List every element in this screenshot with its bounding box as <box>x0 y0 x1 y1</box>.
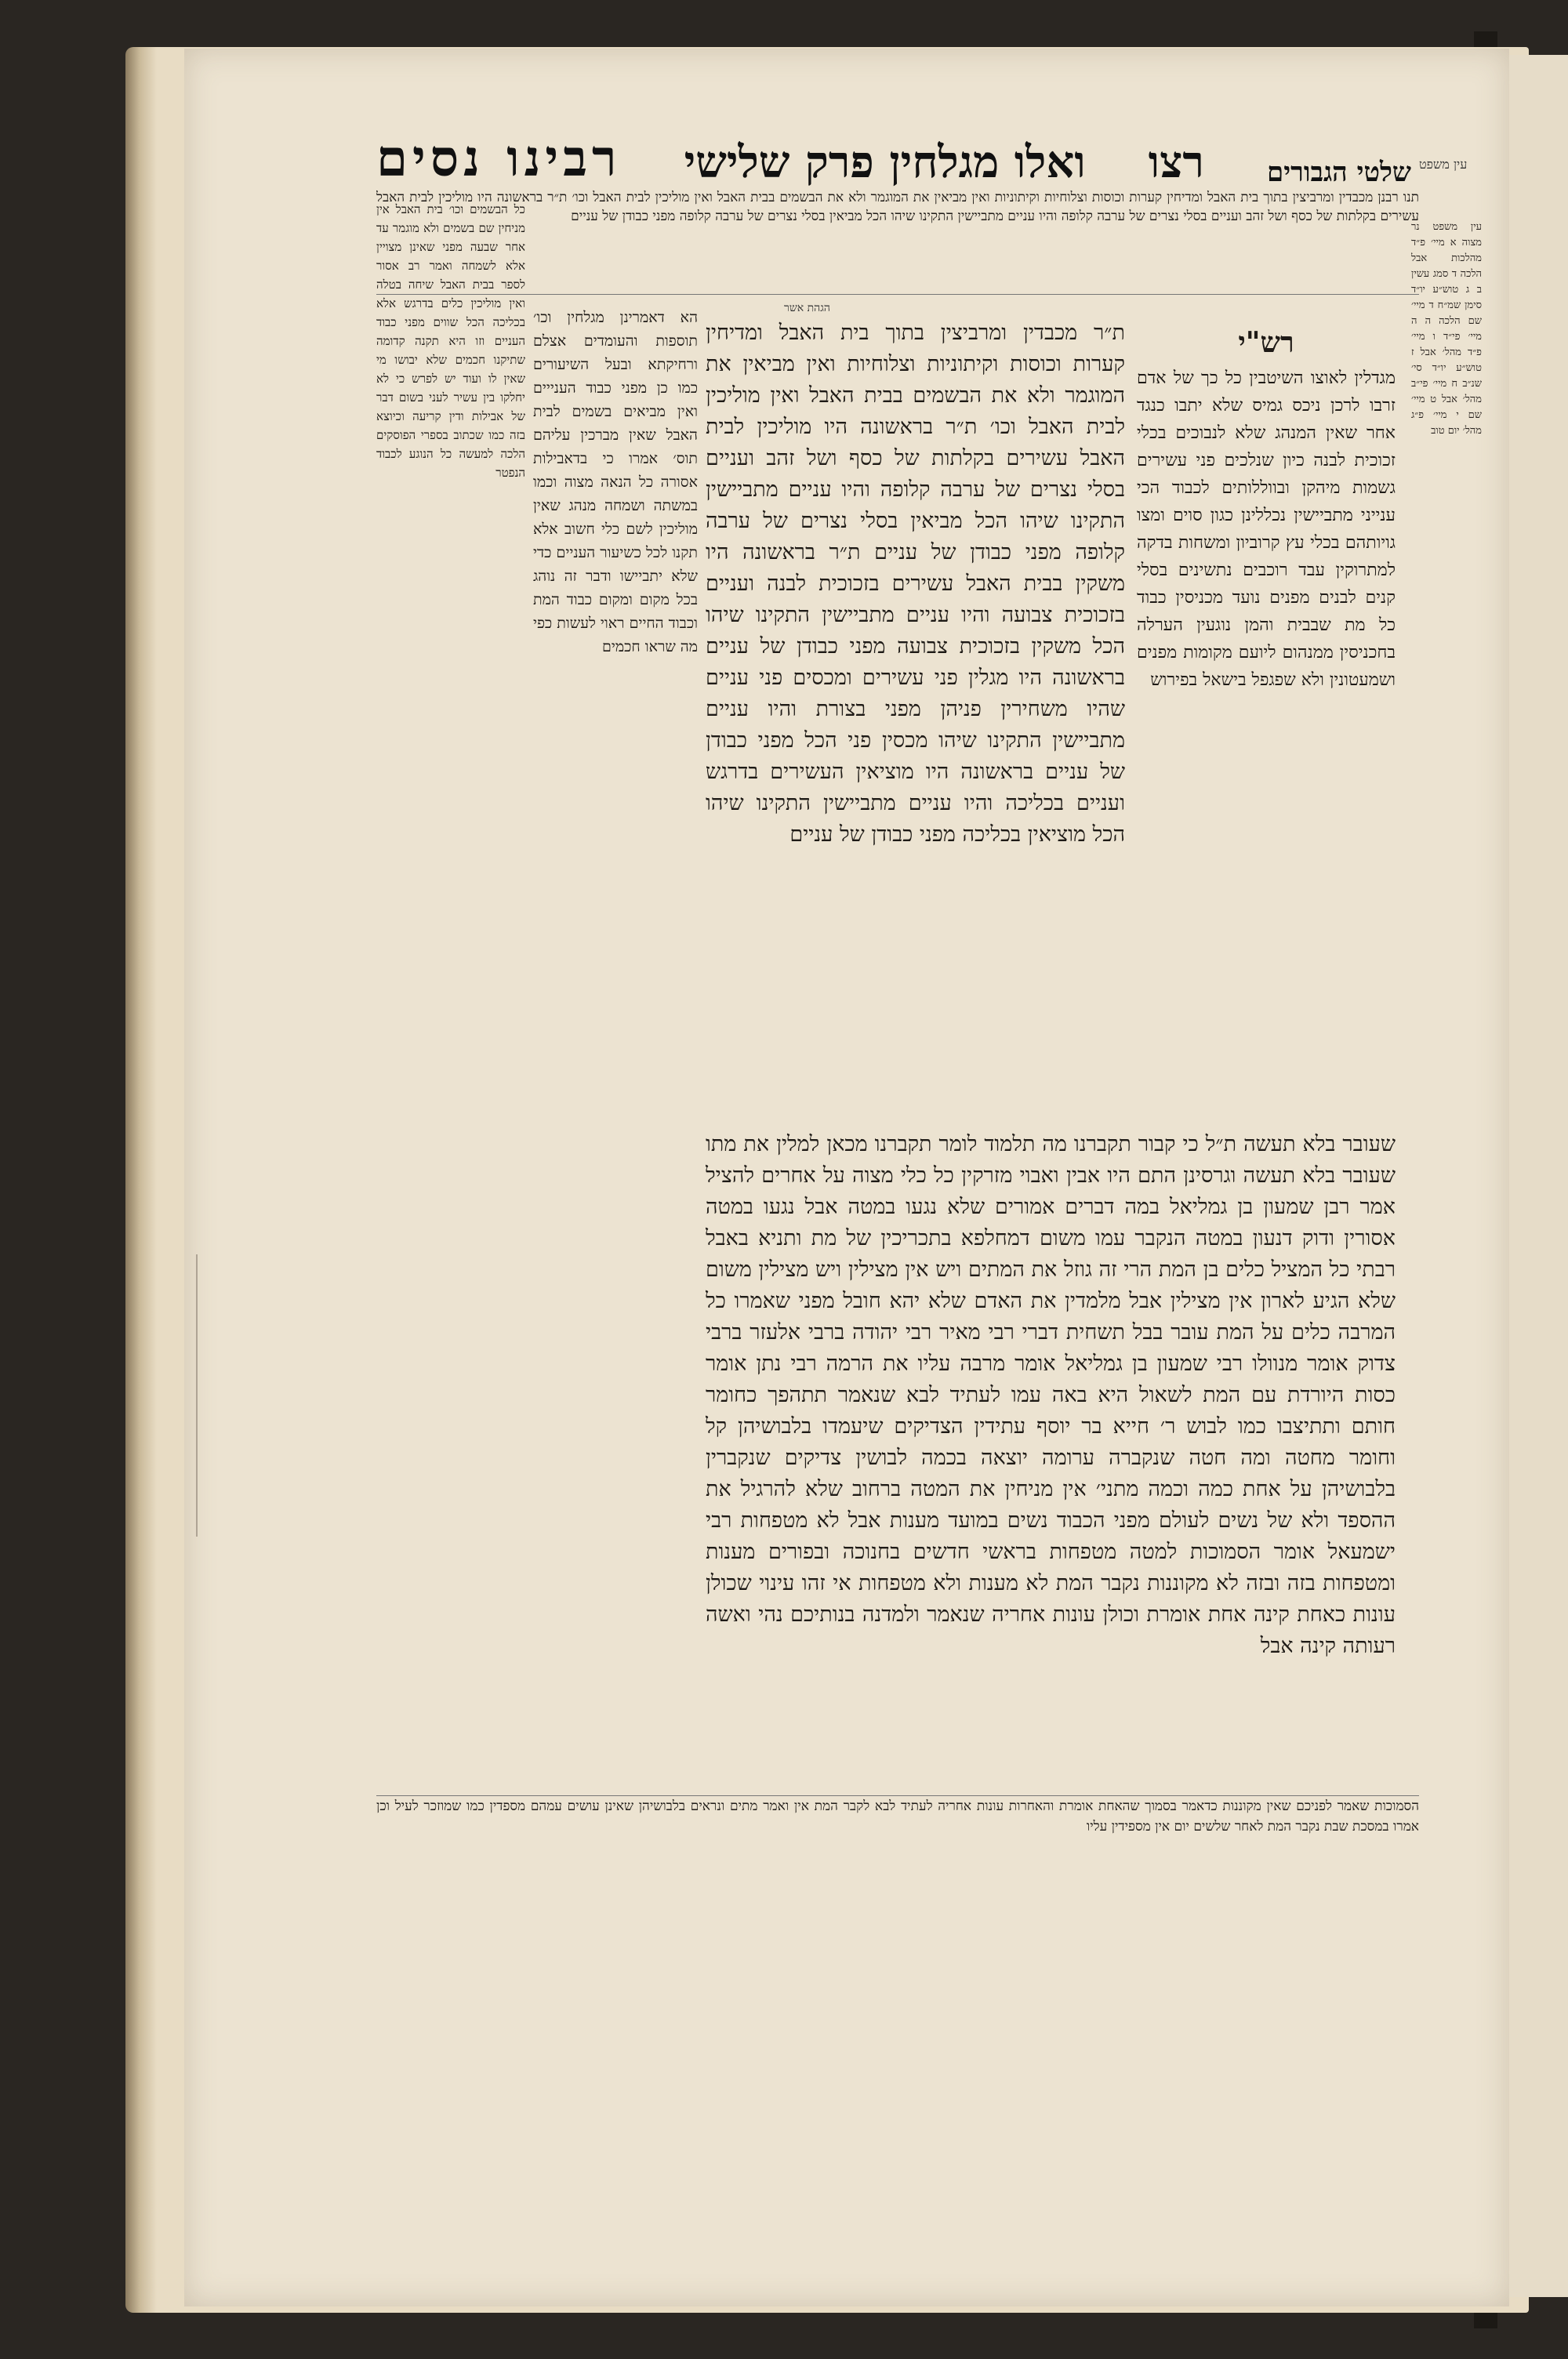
side-commentary-title: שלטי הגבורים <box>1267 157 1411 188</box>
gemara-wide-text: שעובר בלא תעשה ת״ל כי קבור תקברנו מה תלמוד לומר תקברנו מכאן למלין את מתו שעובר בלא תעשה וגרסינן התם היו אבין ואבוי מזרקין כל כלי מצוה על אחרים להציל אמר רבן שמעון בן גמליאל במה דברים אמורים שלא נגעו במטה אבל נגעו במטה אסורין ודוק דנעון במטה הנקבר עמו משום דמחלפא בתכריכין של מת ותניא באבל רבתי כל המציל כלים בן המת הרי זה גוזל את המתים ויש אין מצילין ויש מצילין משום שלא הגיע לארון אין מצילין אבל מלמדין את האדם שלא יהא חובל מפני שאמרו כל המרבה כלים על המת עובר בבל תשחית דברי רבי מאיר רבי יהודה ברבי אלעזר ברבי צדוק אומר מנוולו רבי שמעון בן גמליאל אומר מרבה עליו את הרמה רבי נתן אומר כסות היורדת עם המת לשאול היא באה עמו לעתיד לבא שנאמר תתהפך כחומר חותם ותתיצבו כמו לבוש ר׳ חייא בר יוסף עתידין הצדיקים שיעמדו בלבושיהן קל וחומר מחטה ומה חטה שנקברה ערומה יוצאה בכמה לבושין צדיקים שנקברין בלבושיהן על אחת כמה וכמה מתני׳ אין מניחין את המטה ברחוב שלא להרגיל את ההספד ולא של נשים לעולם מפני הכבוד נשים במועד מענות אבל לא מטפחות רבי ישמעאל אומר הסמוכות למטה מטפחות בראשי חדשים בחנוכה ובפורים מענות ומטפחות בזה ובזה לא מקוננות נקבר המת לא מענות ולא מטפחות אי זהו עינוי שכולן עונות כאחת קינה אחת אומרת וכולן עונות אחריה שנאמר ולמדנה בנותיכם נהי ואשה רעותה קינה אבל <box>706 1132 1396 1658</box>
margin-notes: עין משפט נר מצוה א מיי׳ פ״ד מהלכות אבל הלכה ד סמג עשין ב ג טוש״ע יו״ד סימן שמ״ח ד מיי׳ שם הלכה ה ה מיי׳ פי״ד ו מיי׳ פ״ד מהל׳ אבל ז טוש״ע יו״ד סי׳ שנ״ב ח מיי׳ פי״ב מהל׳ אבל ט מיי׳ שם י מיי׳ פ״ג מהל׳ יום טוב <box>1411 221 1482 437</box>
rashi-heading: רש"י <box>1238 329 1294 359</box>
footer-commentary: הסמוכות שאמר לפניכם שאין מקוננות כדאמר בסמוך שהאחת אומרת והאחרות עונות אחריה לעתיד לבא לקבר המת אין ואמר מתים ונראים בלבושיהן שאינן עושים עמהם מספדין כמו שמוזכר לעיל וכן אמרו במסכת שבת נקבר המת לאחר שלשים יום אין מספידין עליו <box>376 1795 1419 1890</box>
page-title: רבינו נסים <box>376 129 622 188</box>
page-header <box>376 118 1411 188</box>
gemara-main-column: ת״ר מכבדין ומרביצין בתוך בית האבל ומדיחין קערות וכוסות וקיתוניות וצלוחיות ואין מביאין את המוגמר ולא את הבשמים בבית האבל ואין מוליכין לבית האבל וכו׳ ת״ר בראשונה היו מוליכין לבית האבל עשירים בקלתות של כסף ושל זהב ועניים בסלי נצרים של ערבה קלופה והיו עניים מתביישין התקינו שיהו הכל מביאין בסלי נצרים של ערבה קלופה מפני כבודן של עניים ת״ר בראשונה היו משקין בבית האבל עשירים בזכוכית לבנה ועניים בזכוכית צבועה והיו עניים מתביישין התקינו שיהו הכל משקין בזכוכית צבועה מפני כבודן של עניים בראשונה היו מגלין פני עשירים ומכסים פני עניים שהיו משחירין פניהן מפני בצורת והיו עניים מתביישין התקינו שיהו מכסין פני הכל מפני כבודן של עניים בראשונה היו מוציאין העשירים בדרגש ועניים בכליכה והיו עניים מתביישין התקינו שיהו הכל מוציאין בכליכה מפני כבודן של עניים <box>706 321 1125 847</box>
outer-commentary-column: כל הבשמים וכו׳ בית האבל אין מניחין שם בשמים ולא מוגמר עד אחר שבעה מפני שאינן מצויין אלא לשמחה ואמר רב אסור לספר בבית האבל שיחה בטלה ואין מוליכין כלים בדרגש אלא בכליכה הכל שווים מפני כבוד העניים וזו היא תקנה קדומה שתיקנו חכמים שלא יבושו מי שאין לו ועוד יש לפרש כי לא יחלקו בין עשיר לעני בשום דבר של אבילות ודין קריעה וכיוצא בזה כמו שכתוב בספרי הפוסקים הלכה למעשה כל הנוגע לכבוד הנפטר <box>376 202 525 480</box>
rashi-column <box>1137 329 1396 1113</box>
ein-mishpat-label: עין משפט <box>1419 157 1468 172</box>
top-commentary: תנו רבנן מכבדין ומרביצין בתוך בית האבל ומדיחין קערות וכוסות וצלוחיות וקיתוניות ואין מביאין את המוגמר ולא את הבשמים בבית האבל ואין מוליכין לבית האבל וכו׳ ת״ר בראשונה היו מוליכין לבית האבל עשירים בקלתות של כסף ושל זהב ועניים בסלי נצרים של ערבה קלופה והיו עניים מתביישין התקינו שיהו הכל מביאין בסלי נצרים של ערבה קלופה מפני כבודן של עניים <box>376 188 1419 295</box>
rashi-text: מגדלין לאוצו השיטבין כל כך של אדם זרבו לרכן ניכס גמיס שלא יתבו כנגד אחר שאין המנהג שלא לנבוכים בכלי זכוכית לבנה כיון שנלכים פני עשירים גשמות מיהקן ובווללותים לכבוד הכי ענייני מתביישין נכללינן כגון סוים ומצו גויותהם בכלי עץ קרוביון ומשחות בדקה למתרוקין עבד רוכבים נתשינים בסלי קנים לבנים מפנים נועד מכניסין כבוד כל מת שבבית והמן נוגעין הערלה בחכניסין ממנהום ליועם מקומות מפנים ושמעטונין ולא שפגפל בישאל בפירוש <box>1137 368 1396 690</box>
folio-number: רצו <box>1148 136 1204 188</box>
tosafot-label: הגהת אשר <box>784 302 830 314</box>
chapter-title: ואלו מגלחין פרק שלישי <box>684 136 1086 188</box>
pencil-marking <box>196 1254 245 1537</box>
inner-commentary-column: הא דאמרינן מגלחין וכו׳ תוספות והעומדים אצלם ורחיקתא ובעל השיעורים כמו כן מפני כבוד הענייים ואין מביאים בשמים לבית האבל שאין מברכין עליהם תוס׳ אמרו כי בדאבילות אסורה כל הנאה מצוה וכמו במשתה ושמחה מנהג שאין מוליכין לשם כלי חשוב אלא תקנו לכל כשיעור העניים כדי שלא יתביישו ודבר זה נוהג בכל מקום ומקום כבוד המת וכבוד החיים ראוי לעשות כפי מה שראו חכמים <box>533 309 698 655</box>
